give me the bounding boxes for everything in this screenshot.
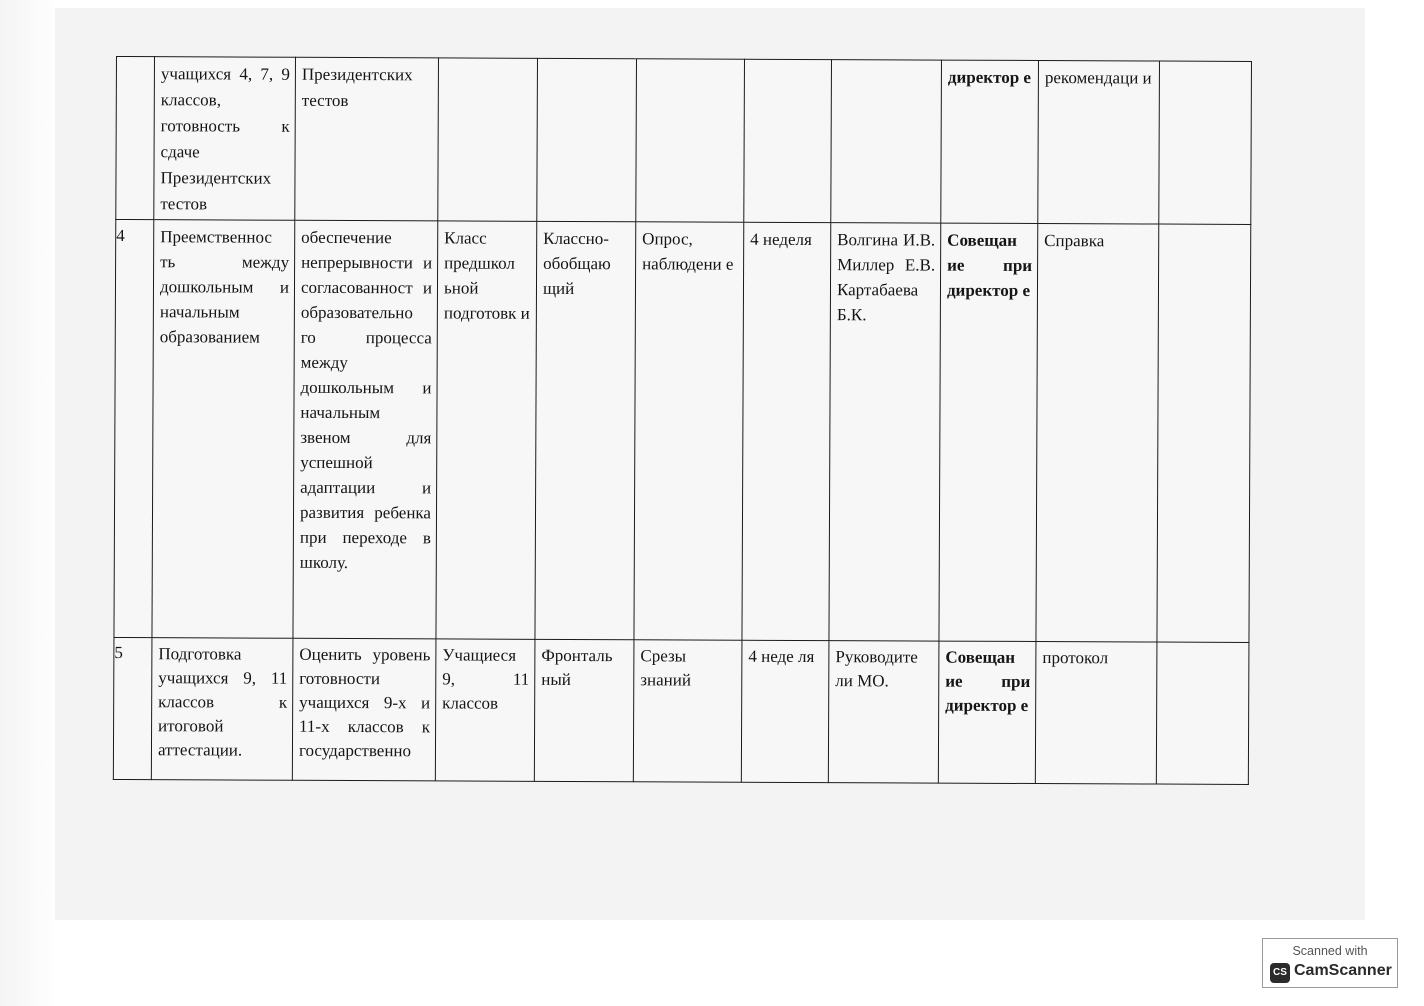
cell-control-type: Фронталь ный xyxy=(534,639,634,781)
cell-term: 4 неде ля xyxy=(741,640,829,782)
scan-shadow xyxy=(0,0,60,1006)
cell-method: Срезы знаний xyxy=(633,640,742,782)
cell-result: протокол xyxy=(1035,642,1157,785)
cell-term xyxy=(744,59,832,222)
cell-control-type xyxy=(537,58,637,221)
cell-goal: обеспечение непрерывности и согласованност и образовательно го процесса между дошкольным и начальным звеном для успешной адаптации и развития ребенка при переходе в школу. xyxy=(293,220,438,639)
watermark-caption: Scanned with xyxy=(1292,944,1368,958)
cell-goal: Оценить уровень готовности учащихся 9-х и 11-х классов к государственно xyxy=(292,638,436,781)
table-row xyxy=(114,220,1251,643)
cell-note xyxy=(1157,224,1251,642)
cell-topic: Подготовка учащихся 9, 11 классов к итоговой аттестации. xyxy=(151,638,293,781)
cell-method xyxy=(636,59,745,222)
cell-review-place: Совещан ие при директор е xyxy=(938,641,1036,783)
cell-responsible: Руководите ли МО. xyxy=(828,641,939,783)
table-row xyxy=(113,637,1249,784)
cell-review-place: Совещан ие при директор е xyxy=(939,223,1038,641)
cell-topic: учащихся 4, 7, 9 классов, готовность к сдаче Президентских тестов xyxy=(154,57,296,221)
watermark-brand: CamScanner xyxy=(1294,962,1392,979)
cell-responsible: Волгина И.В. Миллер Е.В. Картабаева Б.К. xyxy=(829,223,941,641)
camscanner-watermark xyxy=(1262,938,1398,988)
cell-result: Справка xyxy=(1036,224,1159,643)
row-number: 4 xyxy=(114,220,154,638)
cell-control-type: Классно-обобщаю щий xyxy=(535,221,636,639)
cell-result: рекомендаци и xyxy=(1038,61,1160,225)
table-row xyxy=(116,57,1252,225)
camscanner-logo-icon: CS xyxy=(1270,963,1290,983)
cell-note xyxy=(1156,642,1249,784)
cell-object: Учащиеся 9, 11 классов xyxy=(435,639,535,781)
cell-goal: Президентских тестов xyxy=(295,57,439,221)
cell-term: 4 неделя xyxy=(742,222,831,640)
cell-review-place: директор е xyxy=(941,60,1039,223)
row-number xyxy=(116,57,155,220)
cell-responsible xyxy=(831,60,942,223)
cell-object xyxy=(438,58,538,221)
cell-method: Опрос, наблюдени е xyxy=(634,222,744,640)
cell-topic: Преемственнос ть между дошкольным и начальным образованием xyxy=(152,220,295,639)
cell-note xyxy=(1159,61,1252,224)
cell-object: Класс предшкол ьной подготовк и xyxy=(436,221,537,639)
plan-table xyxy=(113,56,1252,785)
row-number: 5 xyxy=(113,637,152,779)
